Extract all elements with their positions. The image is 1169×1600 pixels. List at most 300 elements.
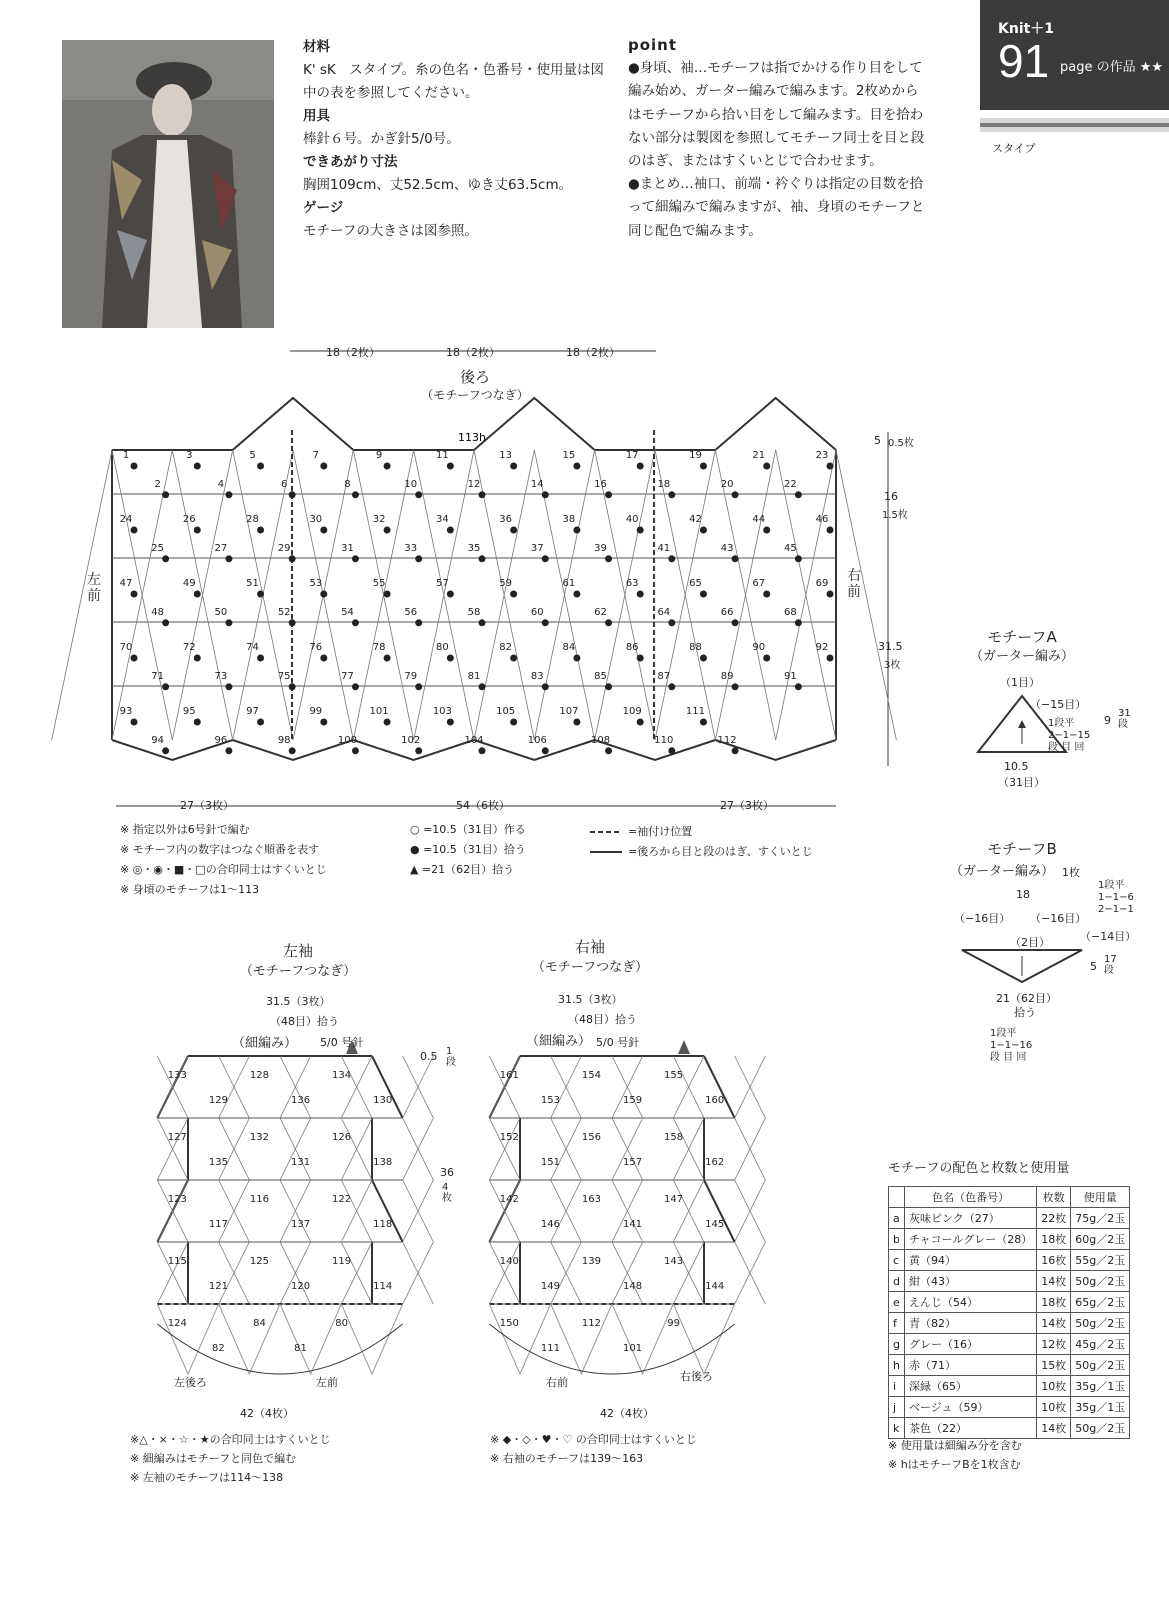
pick-up-dot (415, 747, 422, 754)
table-cell: 14枚 (1037, 1313, 1071, 1334)
pick-up-dot (131, 463, 138, 470)
motif-number: 94 (151, 734, 165, 746)
motif-number: 18 (657, 478, 671, 490)
body-motif-outline (280, 1304, 341, 1374)
pick-up-dot (162, 747, 169, 754)
yarn-table-body (889, 1208, 1130, 1439)
yarn-note-2: ※ hはモチーフBを1枚含む (888, 1458, 1021, 1471)
left-sleeve-hook: 5/0 号針 (320, 1036, 364, 1049)
motif-number: 70 (119, 642, 133, 653)
pick-up-dot (194, 591, 201, 598)
motif-number: 62 (594, 606, 607, 618)
motif-number: 149 (540, 1280, 560, 1292)
pick-up-dot (637, 655, 644, 662)
motif-number: 152 (499, 1132, 519, 1143)
right-sleeve-front-label: 右前 (546, 1376, 568, 1389)
table-row (889, 1313, 1130, 1334)
motif-number: 148 (622, 1280, 643, 1292)
right-sleeve-back-label: 右後ろ (680, 1370, 713, 1383)
table-cell: 14枚 (1037, 1271, 1071, 1292)
motif-number: 116 (249, 1194, 270, 1205)
motif-number: 24 (119, 514, 133, 525)
table-cell: 16枚 (1037, 1250, 1071, 1271)
top-dim-1: 18（2枚） (326, 346, 380, 359)
pick-up-dot (447, 655, 454, 662)
pick-up-dot (573, 655, 580, 662)
motif-b-top: 18 (1016, 888, 1030, 901)
table-cell: 65g／2玉 (1071, 1292, 1130, 1313)
right-sleeve-title: 右袖 (574, 938, 605, 956)
motif-number: 141 (622, 1218, 643, 1230)
pick-up-dot (668, 555, 675, 562)
pick-up-dot (352, 555, 359, 562)
motif-number: 95 (182, 706, 196, 717)
motif-number: 1 (122, 450, 130, 461)
pick-up-dot (447, 463, 454, 470)
motif-number: 114 (373, 1280, 393, 1292)
motif-number: 15 (562, 450, 576, 461)
right-dim-05: 0.5枚 (888, 438, 914, 449)
table-row (889, 1397, 1130, 1418)
legend-symbol-make: ○ =10.5（31目）作る (410, 823, 526, 836)
motif-number: 56 (404, 606, 418, 618)
pick-up-dot (289, 555, 296, 562)
table-cell: 18枚 (1037, 1292, 1071, 1313)
materials-title: 材料 (303, 39, 330, 55)
pick-up-dot (795, 555, 802, 562)
motif-number: 150 (499, 1318, 519, 1329)
pick-up-dot (732, 683, 739, 690)
right-sleeve-note-2: ※ 右袖のモチーフは139〜163 (490, 1452, 644, 1465)
left-sleeve-note-1: ※△・×・☆・★の合印同士はすくいとじ (130, 1433, 331, 1446)
table-cell: 75g／2玉 (1071, 1208, 1130, 1229)
motif-number: 84 (253, 1318, 266, 1329)
pick-up-dot (479, 491, 486, 498)
table-cell: 35g／1玉 (1071, 1397, 1130, 1418)
motif-number: 25 (151, 542, 165, 554)
pick-up-dot (225, 491, 232, 498)
motif-number: 98 (277, 734, 291, 746)
motif-number: 55 (372, 578, 386, 589)
motif-number: 153 (540, 1094, 560, 1106)
pick-up-dot (415, 491, 422, 498)
motif-a-title: モチーフA (987, 628, 1057, 646)
pick-up-dot (162, 619, 169, 626)
motif-number: 159 (622, 1094, 643, 1106)
pick-up-dot (700, 719, 707, 726)
sleeve-cap-arc (489, 1324, 734, 1374)
motif-b-dec1: （−16目） (954, 912, 1011, 925)
motif-number: 147 (664, 1194, 684, 1205)
table-row (889, 1355, 1130, 1376)
series-label: Knit＋1 (998, 21, 1055, 37)
pick-up-dot (194, 655, 201, 662)
motif-number: 87 (657, 670, 671, 682)
pick-up-dot (320, 527, 327, 534)
page-suffix: page の作品 ★★ (1060, 60, 1164, 75)
motif-number: 109 (622, 706, 642, 717)
motif-number: 156 (581, 1132, 602, 1143)
hex-top-edge (474, 398, 595, 450)
pick-up-dot (289, 619, 296, 626)
legend-note-3: ※ ◎・◉・■・□の合印同士はすくいとじ (120, 863, 327, 876)
motif-number: 143 (664, 1256, 684, 1267)
left-sleeve-subtitle: （モチーフつなぎ） (239, 964, 357, 979)
pick-up-dot (573, 527, 580, 534)
body-motif-outline (157, 1304, 218, 1374)
pick-up-dot (700, 591, 707, 598)
motif-number: 115 (167, 1256, 187, 1267)
right-sleeve-notes (490, 1430, 697, 1468)
motif-number: 12 (467, 478, 481, 490)
body-motif-outline (489, 1304, 550, 1374)
body-motif-outline (341, 1304, 402, 1374)
pick-up-dot (763, 591, 770, 598)
top-dim-3: 18（2枚） (566, 346, 620, 359)
motif-number: 14 (530, 478, 544, 490)
pick-up-dot (352, 619, 359, 626)
pick-up-dot (320, 463, 327, 470)
motif-a-rule-3: 段 目 回 (1048, 742, 1085, 753)
motif-number: 35 (467, 542, 481, 554)
pick-up-dot (510, 527, 517, 534)
point-title: point (628, 36, 678, 54)
pick-up-dot (225, 683, 232, 690)
pick-up-dot (763, 655, 770, 662)
motif-number: 37 (530, 542, 544, 554)
motif-number: 125 (249, 1256, 270, 1267)
motif-number: 102 (401, 734, 421, 746)
motif-b-rule-1: 1段平 (1098, 880, 1125, 891)
motif-number: 42 (689, 514, 702, 525)
pick-up-dot (827, 463, 834, 470)
body-motif-outline (612, 1304, 673, 1374)
pick-up-dot (668, 491, 675, 498)
table-cell: 15枚 (1037, 1355, 1071, 1376)
motif-number: 8 (344, 478, 351, 490)
yarn-table-title: モチーフの配色と枚数と使用量 (888, 1161, 1070, 1176)
bottom-dim-3: 27（3枚） (720, 799, 774, 812)
motif-number: 48 (151, 606, 165, 618)
motif-b-rule-2: 1−1−6 (1098, 892, 1134, 903)
table-cell: 18枚 (1037, 1229, 1071, 1250)
pick-up-dot (795, 619, 802, 626)
motif-number: 123 (167, 1194, 187, 1205)
point-paragraph-2: ●まとめ…袖口、前端・衿ぐりは指定の目数を拾って細編みで編みますが、袖、身頃のモチーフと同じ配色で編みます。 (628, 176, 925, 239)
motif-number: 79 (404, 670, 418, 682)
motif-number: 161 (499, 1070, 519, 1081)
pick-up-dot (479, 747, 486, 754)
bottom-dim-1: 27（3枚） (180, 799, 234, 812)
right-sleeve-st-pick: （48目）拾う (568, 1013, 637, 1026)
sleeve-cap-arc (157, 1324, 402, 1374)
motif-number: 27 (214, 542, 228, 554)
table-row (889, 1250, 1130, 1271)
table-cell: 灰味ピンク（27） (904, 1208, 1036, 1229)
left-sleeve-back-label: 左後ろ (174, 1376, 207, 1389)
top-dim-2: 18（2枚） (446, 346, 500, 359)
left-sleeve-note-3: ※ 左袖のモチーフは114〜138 (130, 1471, 284, 1484)
page-number: 91 (998, 35, 1050, 87)
motif-number: 103 (432, 706, 452, 717)
motif-a-height-rows: 31段 (1118, 708, 1131, 730)
motif-number: 129 (208, 1094, 228, 1106)
size-text: 胸囲109cm、丈52.5cm、ゆき丈63.5cm。 (303, 177, 573, 193)
sleeve-side-edge (372, 1180, 403, 1242)
yarn-notes (888, 1436, 1022, 1474)
motif-b-rule (1098, 880, 1134, 916)
motif-b-rule-3: 2−1−1 (1098, 904, 1134, 915)
size-title: できあがり寸法 (303, 154, 398, 170)
right-sleeve-crochet: （細編み） (526, 1034, 592, 1049)
table-row (889, 1271, 1130, 1292)
pick-up-dot (352, 747, 359, 754)
pick-up-dot (542, 683, 549, 690)
motif-number: 40 (625, 514, 639, 525)
table-cell: 青（82） (904, 1313, 1036, 1334)
motif-number: 138 (373, 1156, 393, 1168)
pick-up-dot (732, 619, 739, 626)
motif-number: 30 (309, 514, 323, 525)
motif-b-dec2: （−16目） (1030, 912, 1087, 925)
pick-up-dot (352, 683, 359, 690)
motif-number: 158 (664, 1132, 684, 1143)
table-cell: 10枚 (1037, 1376, 1071, 1397)
pick-up-dot (795, 683, 802, 690)
motif-number: 120 (290, 1280, 311, 1292)
legend-note-4: ※ 身頃のモチーフは1〜113 (120, 883, 260, 896)
motif-number: 36 (499, 514, 513, 525)
motif-number: 142 (499, 1194, 519, 1205)
motif-number: 133 (167, 1070, 187, 1081)
table-row (889, 1334, 1130, 1355)
pick-up-dot (605, 747, 612, 754)
sleeve-side-edge (372, 1056, 403, 1118)
motif-number: 39 (594, 542, 607, 554)
pick-up-dot (732, 555, 739, 562)
pick-up-dot (637, 463, 644, 470)
pick-up-dot (795, 491, 802, 498)
legend-symbol-pick-large: ▲ =21（62目）拾う (410, 863, 515, 876)
bottom-dim-2: 54（6枚） (456, 799, 510, 812)
motif-number: 52 (277, 606, 291, 618)
pick-up-dot (162, 555, 169, 562)
body-motif-outline (551, 1304, 612, 1374)
motif-b-rule2-1: 1段平 (990, 1028, 1017, 1039)
pick-up-dot (510, 719, 517, 726)
pick-up-dot (162, 683, 169, 690)
motif-b-rule2-2: 1−1−16 (990, 1040, 1033, 1051)
left-sleeve-notes (130, 1430, 331, 1487)
motif-number: 43 (720, 542, 734, 554)
right-dim-16: 16 (884, 490, 898, 503)
motif-b-height: 5 (1090, 960, 1097, 973)
motif-number: 26 (182, 514, 196, 525)
motif-113-label: 113h (458, 431, 486, 444)
table-row (889, 1208, 1130, 1229)
pick-up-dot (573, 719, 580, 726)
motif-b-dec3: （−14目） (1080, 930, 1137, 943)
table-cell: 50g／2玉 (1071, 1271, 1130, 1292)
table-row (889, 1376, 1130, 1397)
motif-number: 60 (530, 606, 544, 618)
motif-number: 126 (332, 1132, 352, 1143)
back-subtitle: （モチーフつなぎ） (421, 388, 529, 402)
table-cell: f (889, 1313, 905, 1334)
motif-number: 128 (249, 1070, 270, 1081)
legend-note-1: ※ 指定以外は6号針で編む (120, 823, 250, 836)
motif-number: 84 (562, 642, 576, 653)
motif-b-width: 21（62目） (996, 992, 1057, 1005)
pick-up-dot (605, 491, 612, 498)
yarn-note-1: ※ 使用量は細編み分を含む (888, 1439, 1022, 1452)
diag-line (52, 450, 112, 740)
motif-number: 38 (562, 514, 576, 525)
motif-b-mid: （2目） (1010, 936, 1050, 949)
motif-b-height-rows: 17段 (1104, 954, 1117, 976)
motif-b-title: モチーフB (987, 840, 1057, 858)
table-cell: 深緑（65） (904, 1376, 1036, 1397)
motif-a-rule-2: 2−1−15 (1048, 730, 1091, 741)
motif-number: 101 (369, 706, 389, 717)
pick-up-dot (827, 527, 834, 534)
motif-number: 117 (208, 1218, 228, 1230)
motif-number: 100 (337, 734, 358, 746)
motif-number: 54 (341, 606, 354, 618)
pick-up-dot (320, 591, 327, 598)
legend-line-2: =後ろから目と段のはぎ、すくいとじ (628, 845, 813, 858)
motif-a-rule (1048, 718, 1090, 754)
pick-up-dot (320, 719, 327, 726)
motif-number: 9 (375, 450, 383, 461)
table-cell: 45g／2玉 (1071, 1334, 1130, 1355)
motif-number: 82 (499, 642, 513, 653)
motif-number: 151 (540, 1156, 560, 1168)
motif-number: 132 (249, 1132, 270, 1143)
point-paragraph-1: ●身頃、袖…モチーフは指でかける作り目をして編み始め、ガーター編みで編みます。2枚めからはモチーフから拾い目をして編みます。目を拾わない部分は製図を参照してモチーフ同士を目と段のはぎ、またはすくいとじで合わせます。 (628, 60, 925, 170)
table-cell: 紺（43） (904, 1271, 1036, 1292)
left-sleeve-front-label: 左前 (316, 1376, 338, 1389)
motif-a-dec: （−15目） (1030, 698, 1087, 711)
motif-number: 118 (373, 1218, 393, 1230)
pick-up-dot (131, 719, 138, 726)
motif-number: 122 (332, 1194, 352, 1205)
motif-number: 58 (467, 606, 481, 618)
motif-number: 145 (705, 1218, 725, 1230)
motif-number: 50 (214, 606, 228, 618)
pick-up-dot (384, 463, 391, 470)
motif-number: 22 (783, 478, 797, 490)
right-dim-315: 31.5 (878, 640, 903, 653)
motif-number: 57 (435, 578, 449, 589)
motif-number: 23 (815, 450, 829, 461)
motif-number: 140 (499, 1256, 519, 1267)
motif-number: 134 (332, 1070, 352, 1081)
motif-number: 135 (208, 1156, 228, 1168)
legend-note-2: ※ モチーフ内の数字はつなぐ順番を表す (120, 843, 320, 856)
left-front-label: 左前 (87, 572, 101, 604)
table-cell: 35g／1玉 (1071, 1376, 1130, 1397)
motif-number: 155 (664, 1070, 684, 1081)
pick-up-dot (384, 527, 391, 534)
yarn-col-color: 色名（色番号） (904, 1187, 1036, 1208)
pick-up-dot (668, 619, 675, 626)
pick-up-dot (415, 619, 422, 626)
pick-up-dot (827, 591, 834, 598)
table-cell: a (889, 1208, 905, 1229)
pick-up-dot (573, 591, 580, 598)
motif-number: 44 (752, 514, 766, 525)
right-sleeve-grid (489, 1040, 765, 1374)
right-front-label: 右前 (847, 568, 861, 600)
motif-number: 130 (373, 1094, 393, 1106)
motif-number: 49 (182, 578, 196, 589)
pick-up-dot (700, 655, 707, 662)
motif-number: 81 (467, 670, 481, 682)
motif-number: 110 (654, 734, 674, 746)
motif-number: 160 (705, 1094, 725, 1106)
motif-number: 16 (594, 478, 607, 490)
motif-number: 64 (657, 606, 671, 618)
motif-number: 137 (290, 1218, 311, 1230)
pick-up-dot (257, 527, 264, 534)
motif-number: 7 (312, 450, 320, 461)
pick-up-dot (257, 719, 264, 726)
table-cell: 12枚 (1037, 1334, 1071, 1355)
left-sleeve-edge: 0.5 (420, 1050, 438, 1063)
motif-number: 61 (562, 578, 576, 589)
motif-number: 121 (208, 1280, 228, 1292)
motif-number: 108 (590, 734, 611, 746)
pick-up-dot (257, 655, 264, 662)
pick-up-dot (194, 463, 201, 470)
right-dim-15: 1.5枚 (882, 510, 908, 521)
legend-line-1: =袖付け位置 (628, 825, 693, 838)
motif-number: 51 (246, 578, 259, 589)
pick-up-dot (289, 491, 296, 498)
left-sleeve-height-count: 4枚 (442, 1182, 452, 1204)
diag-line (836, 450, 896, 740)
pick-up-dot (447, 591, 454, 598)
motif-number: 105 (496, 706, 516, 717)
motif-number: 78 (372, 642, 386, 653)
pick-up-dot (415, 555, 422, 562)
motif-number: 163 (581, 1194, 602, 1205)
motif-number: 67 (752, 578, 766, 589)
table-cell: k (889, 1418, 905, 1439)
motif-number: 85 (594, 670, 607, 682)
left-sleeve-title: 左袖 (282, 942, 313, 960)
table-cell: d (889, 1271, 905, 1292)
motif-number: 59 (499, 578, 513, 589)
gauge-title: ゲージ (303, 200, 344, 216)
motif-number: 69 (815, 578, 829, 589)
motif-number: 73 (214, 670, 228, 682)
motif-number: 32 (372, 514, 386, 525)
pick-up-dot (320, 655, 327, 662)
pick-up-dot (510, 655, 517, 662)
motif-number: 92 (815, 642, 829, 653)
motif-number: 71 (151, 670, 165, 682)
pick-up-dot (131, 591, 138, 598)
motif-number: 3 (186, 450, 193, 461)
yarn-label: スタイプ (992, 142, 1036, 155)
table-cell: g (889, 1334, 905, 1355)
motif-number: 66 (720, 606, 734, 618)
hex-top-edge (715, 398, 836, 450)
motif-number: 89 (720, 670, 734, 682)
pick-up-dot (384, 719, 391, 726)
